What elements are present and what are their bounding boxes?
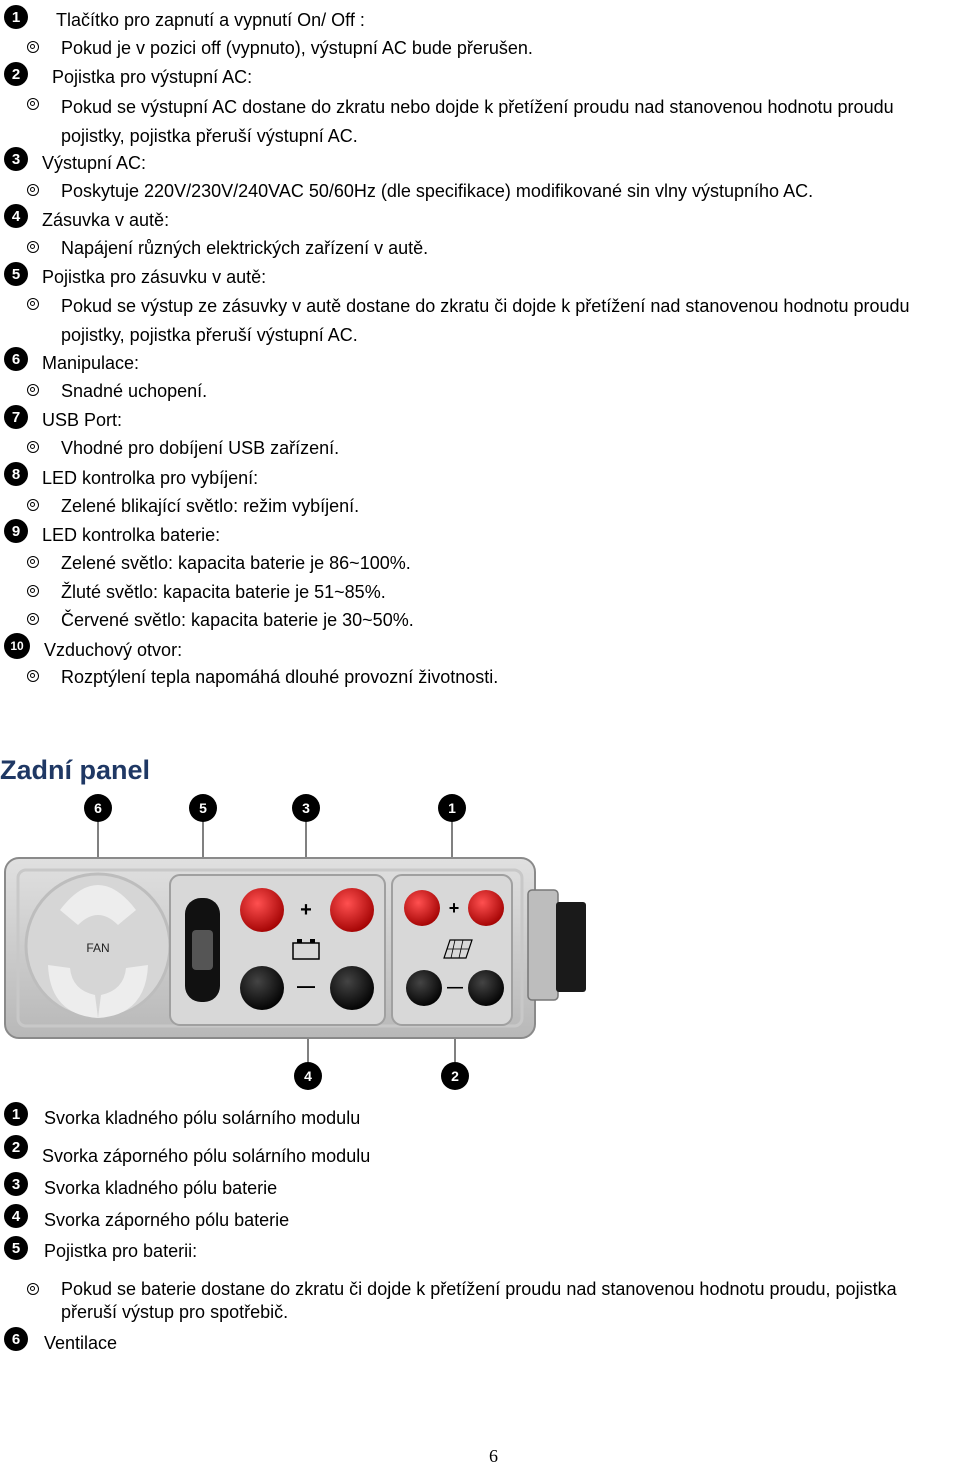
list-number: 4 — [4, 204, 28, 228]
svg-text:6: 6 — [94, 800, 102, 816]
list-number: 10 — [4, 633, 30, 659]
list-heading: LED kontrolka pro vybíjení: — [42, 468, 259, 488]
svg-text:+: + — [448, 898, 460, 918]
list-number: 6 — [4, 347, 28, 371]
list-heading: Pojistka pro baterii: — [44, 1241, 198, 1261]
svg-text:—: — — [447, 979, 463, 996]
callout-1-top — [438, 794, 466, 822]
bullet-icon — [27, 585, 39, 597]
svg-text:2: 2 — [451, 1068, 459, 1084]
list-number: 2 — [4, 1135, 28, 1159]
list-number: 2 — [4, 62, 28, 86]
svg-text:FAN: FAN — [86, 941, 110, 955]
list-heading: Tlačítko pro zapnutí a vypnutí On/ Off : — [56, 10, 365, 30]
list-number: 3 — [4, 147, 28, 171]
bullet-icon — [27, 41, 39, 53]
list-heading: Svorka kladného pólu baterie — [44, 1178, 278, 1198]
page-number: 6 — [489, 1446, 498, 1466]
list-bullet: Pokud se výstup ze zásuvky v autě dostane do zkratu či dojde k přetížení nad stanovenou hodnotu proudu pojistky, pojistka přeruší výstupní AC. — [61, 296, 910, 345]
list-bullet: Rozptýlení tepla napomáhá dlouhé provozní životnosti. — [61, 667, 499, 687]
svg-text:1: 1 — [448, 800, 456, 816]
bullet-icon — [27, 384, 39, 396]
list-bullet: Zelené blikající světlo: režim vybíjení. — [61, 496, 360, 516]
fan-icon — [26, 874, 170, 1018]
bullet-icon — [27, 499, 39, 511]
list-number: 5 — [4, 262, 28, 286]
list-bullet: Pokud se výstupní AC dostane do zkratu nebo dojde k přetížení proudu nad stanovenou hodnotu proudu pojistky, pojistka přeruší výstupní AC. — [61, 97, 894, 146]
list-bullet: Pokud se baterie dostane do zkratu či dojde k přetížení proudu nad stanovenou hodnotu proudu, pojistka přeruší výstup pro spotřebič. — [61, 1279, 897, 1322]
list-heading: Pojistka pro zásuvku v autě: — [42, 267, 267, 287]
list-heading: Svorka záporného pólu solárního modulu — [42, 1146, 371, 1166]
svg-text:—: — — [297, 976, 315, 996]
list-number: 3 — [4, 1172, 28, 1196]
list-number: 5 — [4, 1236, 28, 1260]
bullet-icon — [27, 670, 39, 682]
svg-text:3: 3 — [302, 800, 310, 816]
list-heading: LED kontrolka baterie: — [42, 525, 221, 545]
section-title: Zadní panel — [0, 755, 151, 785]
list-heading: Ventilace — [44, 1333, 118, 1353]
list-heading: USB Port: — [42, 410, 123, 430]
bullet-icon — [27, 184, 39, 196]
list-number: 9 — [4, 519, 28, 543]
callout-4-bottom — [294, 1062, 322, 1090]
list-number: 6 — [4, 1327, 28, 1351]
list-bullet: Snadné uchopení. — [61, 381, 208, 401]
list-number: 1 — [4, 1102, 28, 1126]
list-number: 1 — [4, 5, 28, 29]
callout-2-bottom — [441, 1062, 469, 1090]
fuse-holder-icon — [185, 898, 220, 1002]
list-number: 7 — [4, 405, 28, 429]
callout-6-top — [84, 794, 112, 822]
svg-text:4: 4 — [304, 1068, 312, 1084]
list-heading: Svorka kladného pólu solárního modulu — [44, 1108, 361, 1128]
list-bullet: Napájení různých elektrických zařízení v autě. — [61, 238, 429, 258]
list-number: 8 — [4, 462, 28, 486]
bullet-icon — [27, 241, 39, 253]
bullet-icon — [27, 556, 39, 568]
bullet-icon — [27, 298, 39, 310]
list-number: 4 — [4, 1204, 28, 1228]
list-bullet: Vhodné pro dobíjení USB zařízení. — [61, 438, 340, 458]
svg-text:+: + — [300, 899, 312, 921]
list-bullet: Červené světlo: kapacita baterie je 30~50%. — [61, 610, 414, 630]
list-heading: Výstupní AC: — [42, 153, 147, 173]
back-panel-diagram — [0, 790, 600, 1100]
list-bullet: Zelené světlo: kapacita baterie je 86~100%. — [61, 553, 411, 573]
list-heading: Zásuvka v autě: — [42, 210, 170, 230]
list-heading: Vzduchový otvor: — [44, 640, 183, 660]
list-heading: Manipulace: — [42, 353, 140, 373]
bullet-icon — [27, 441, 39, 453]
callout-5-top — [189, 794, 217, 822]
callout-3-top — [292, 794, 320, 822]
output-plug-icon — [528, 890, 586, 1000]
list-bullet: Pokud je v pozici off (vypnuto), výstupní AC bude přerušen. — [61, 38, 533, 58]
list-heading: Svorka záporného pólu baterie — [44, 1210, 290, 1230]
list-heading: Pojistka pro výstupní AC: — [52, 67, 253, 87]
bullet-icon — [27, 1283, 39, 1295]
list-bullet: Poskytuje 220V/230V/240VAC 50/60Hz (dle specifikace) modifikované sin vlny výstupního AC. — [61, 181, 814, 201]
svg-text:5: 5 — [199, 800, 207, 816]
bullet-icon — [27, 613, 39, 625]
list-bullet: Žluté světlo: kapacita baterie je 51~85%. — [61, 582, 386, 602]
bullet-icon — [27, 98, 39, 110]
